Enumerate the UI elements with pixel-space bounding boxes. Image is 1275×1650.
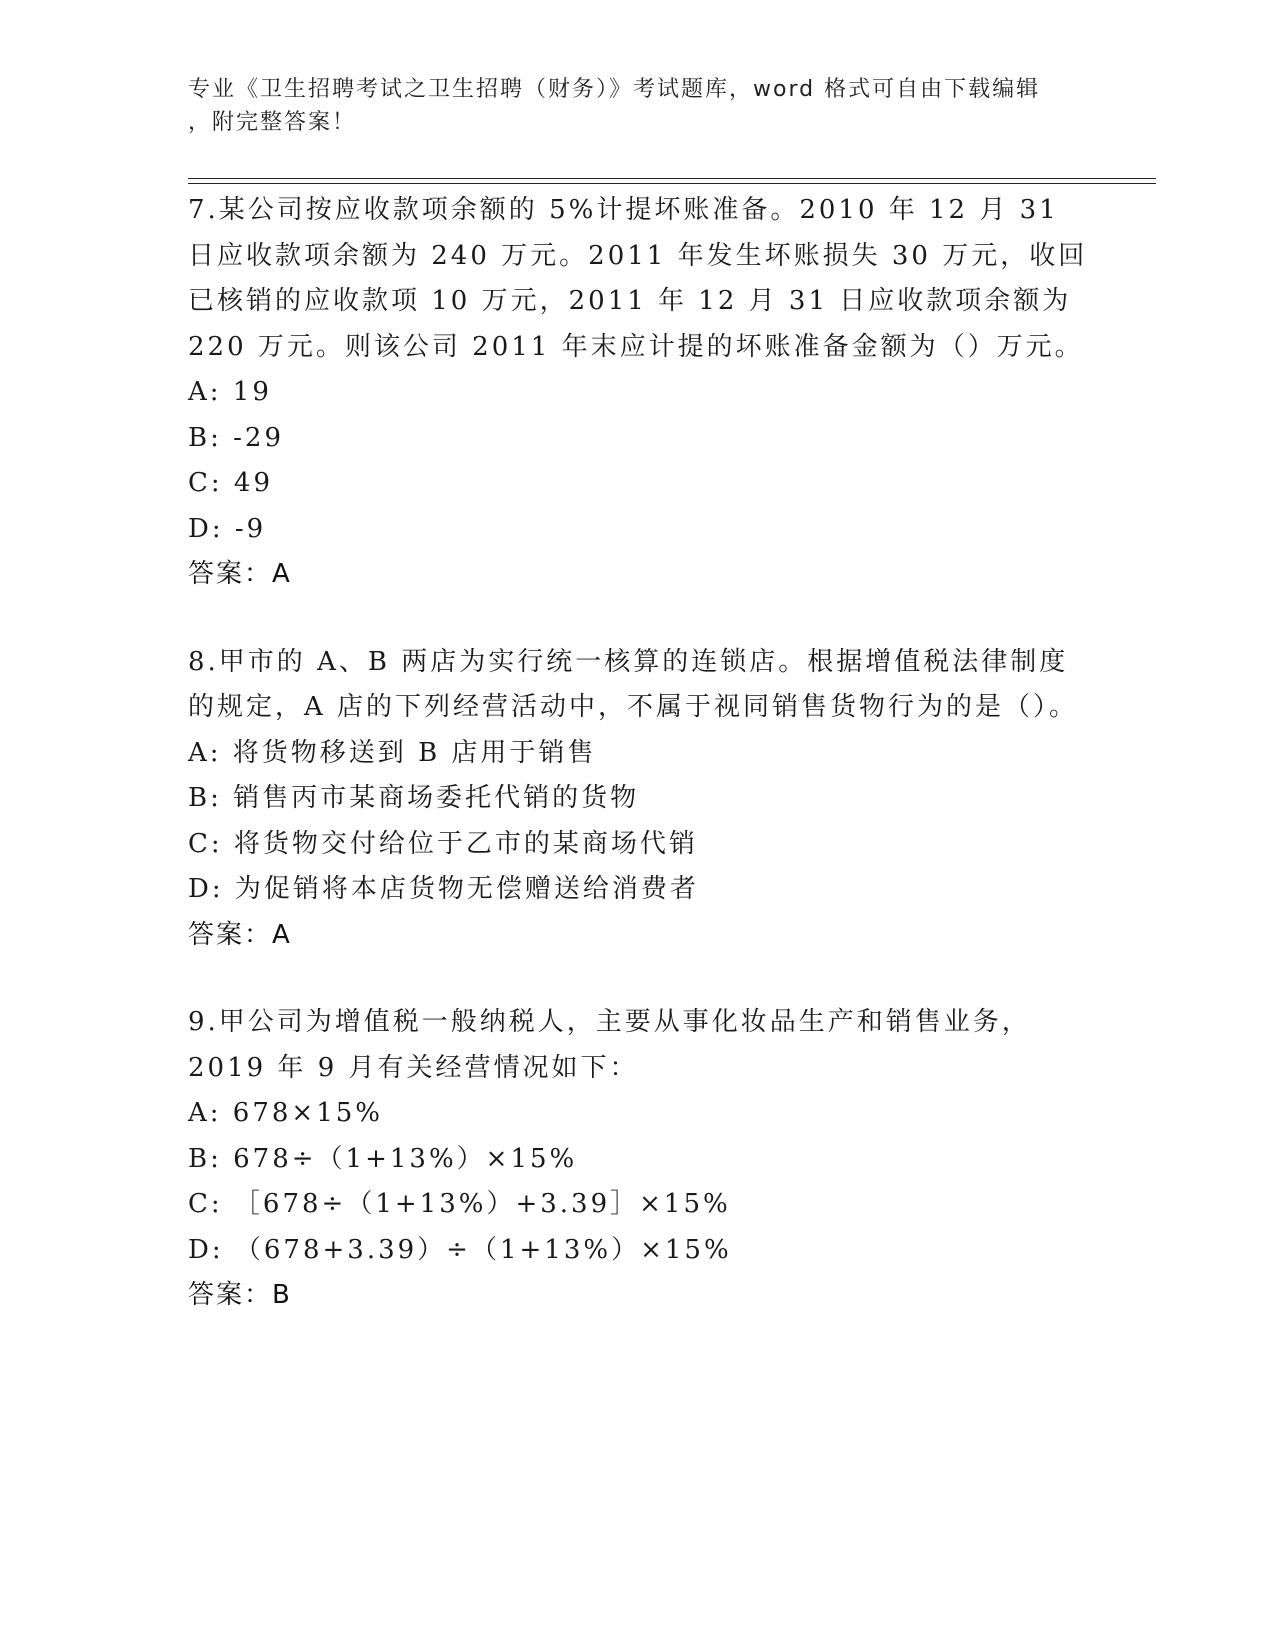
question-list <box>188 188 1088 1361</box>
option-b: B: 678÷（1+13%）×15% <box>188 1143 578 1174</box>
answer-line: 答案：A <box>188 559 292 589</box>
header-divider-top <box>188 178 1156 179</box>
header-line-2: ，附完整答案！ <box>188 110 357 135</box>
option-c: C: 49 <box>188 468 274 498</box>
option-a: A: 19 <box>188 377 272 407</box>
option-d: D: -9 <box>188 513 267 544</box>
question-stem: 7.某公司按应收款项余额的 5%计提坏账准备。2010 年 12 月 31 日应收款项余额为 240 万元。2011 年发生坏账损失 30 万元，收回已核销的应收款项 10 万元，2011 年 12 月 31 日应收款项余额为 220 万元。则该公司 2011 年末应计提的坏账准备金额为（）万元。 <box>188 195 1088 362</box>
question-stem: 9.甲公司为增值税一般纳税人，主要从事化妆品生产和销售业务，2019 年 9 月有关经营情况如下： <box>188 1007 1031 1083</box>
question-stem: 8.甲市的 A、B 两店为实行统一核算的连锁店。根据增值税法律制度的规定，A 店的下列经营活动中，不属于视同销售货物行为的是（）。 <box>188 646 1079 722</box>
option-b: B: -29 <box>188 422 284 453</box>
option-a: A: 将货物移送到 B 店用于销售 <box>188 737 597 768</box>
question-9 <box>188 1000 1088 1319</box>
answer-line: 答案：B <box>188 1280 292 1310</box>
question-8 <box>188 640 1088 959</box>
document-header <box>188 73 1088 139</box>
answer-line: 答案：A <box>188 919 292 950</box>
header-divider-bottom <box>188 183 1156 184</box>
option-a: A: 678×15% <box>188 1098 384 1128</box>
question-7 <box>188 188 1088 598</box>
option-d: D: （678+3.39）÷（1+13%）×15% <box>188 1234 732 1265</box>
option-c: C: 将货物交付给位于乙市的某商场代销 <box>188 828 698 859</box>
option-b: B: 销售丙市某商场委托代销的货物 <box>188 783 640 813</box>
option-d: D: 为促销将本店货物无偿赠送给消费者 <box>188 874 699 904</box>
header-line-1: 专业《卫生招聘考试之卫生招聘（财务）》考试题库，word 格式可自由下载编辑 <box>188 77 1041 102</box>
option-c: C: ［678÷（1+13%）+3.39］×15% <box>188 1189 731 1219</box>
